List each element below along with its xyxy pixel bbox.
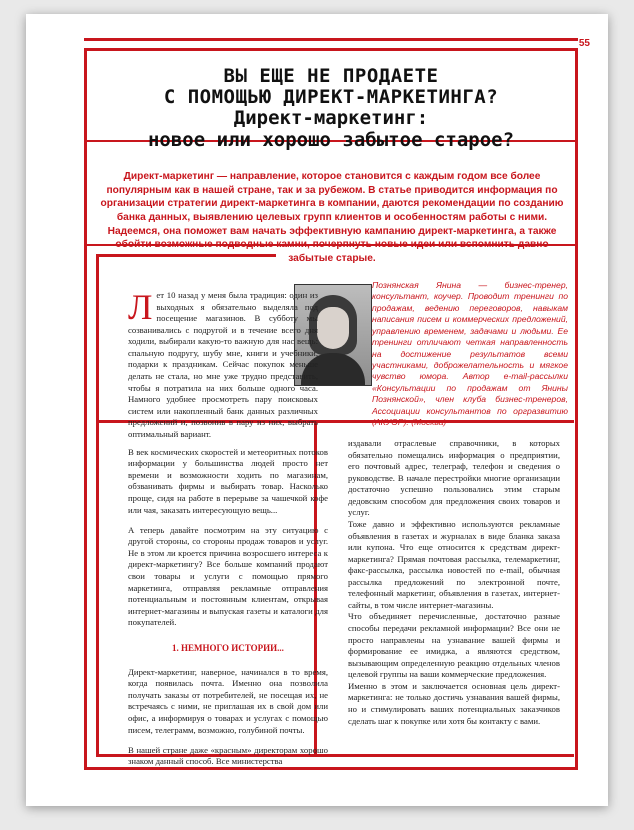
author-bio: Познянская Янина — бизнес-тренер, консультант, коучер. Проводит тренинги по продажам, ведению переговоров, навыкам написания писем и коммерческих предложений, управлению временем, задачами и людьми. Ее тренинги отличают четкая направленность на достижение результатов всеми участниками, доброжелательность и мягкое чувство юмора. Автор e-mail-рассылки «Консультации по продажам от Янины Познянской», член клуба бизнес-тренеров, Ассоциации консультантов по оргразвитию (АКУОР). (Москва) [372, 280, 568, 428]
col2-paragraph-2: Тоже давно и эффективно используются рекламные объявления в газетах и журналах в виде бланка заказа или купона. Что еще относится к средствам директ-маркетинга? Прямая почтовая рассылка, телемаркетинг, факс-рассылка, рассылка новостей по e-mail, обычная рассылка предложений по электронной почте, телефонный маркетинг, объявления в газетах, интернет-сайты, в том числе интернет-магазины. [348, 518, 560, 610]
magazine-page [26, 14, 608, 806]
col2-paragraph-1: издавали отраслевые справочники, в которых обязательно помещались информация о предприятии, его почтовый адрес, телеграф, телефон и сведения о руководстве. В начале перестройки многие организации достаточно успешно пользовались этим старым дедовским способом для предложения своих товаров и услуг. [348, 438, 560, 518]
col1-paragraph-4: Директ-маркетинг, наверное, начинался в то время, когда появилась почта. Именно она позволила получать заказы от потребителей, не посещая их, не встречаясь с ними, не приглашая их в свой дом или офис, а информируя о товарах и услугах с помощью писем, телеграмм, возможно, голубиной почты. [128, 666, 328, 735]
title-line-4: новое или хорошо забытое старое? [147, 128, 515, 151]
drop-cap: Л [128, 287, 153, 327]
col1-intro: ет 10 назад у меня была традиция: один из выходных я обязательно выделяла под посещение магазинов. В субботу мы созванивались с подругой и в течение всего дня ходили, выбирали какую-то важную для нас вещь: спальную подругу, шубу мне, книги и учебники, подарки к праздникам. Сейчас покупок меньше делать не стала, но мне уже трудно представить, чтобы я потратила на них больше одного часа. Намного удобнее просмотреть пару поисковых систем или накопленный банк данных различных предложений и, позвонив в пару из них, выбрать оптимальный вариант. [128, 290, 318, 439]
page-number: 55 [578, 38, 590, 49]
col1-paragraph-2: В век космических скоростей и метеоритных потоков информации у большинства людей просто нет времени и возможности ходить по магазинам, обзванивать фирмы и выбирать товар. Насколько проще, сидя на работе в перерыве за чашечкой кофе или чая, заказать интересующую вещь... [128, 446, 328, 515]
title-box-right [575, 48, 578, 770]
col1-paragraph-3: А теперь давайте посмотрим на эту ситуацию с другой стороны, со стороны продаж товаров и услуг. Не в этом ли кроется причина возросшего интереса к директ-маркетингу? Все больше компаний продают свои товары и услуги с помощью прямого маркетинга, отправляя рекламные отправления потенциальным и постоянным клиентам, открывая интернет-магазины и выпуская газеты и каталоги для покупателей. [128, 524, 328, 628]
headline [92, 66, 570, 150]
title-line-3: Директ-маркетинг: [233, 107, 429, 130]
col2-paragraph-3: Что объединяет перечисленные, достаточно разные способы передачи рекламной информации? Все они не просто направлены на узнавание вашей фирмы и формирование ее имиджа, а являются средством, вызывающим определенную реакцию отдельных членов целевой группы на ваши коммерческие предложения. [348, 611, 560, 680]
column-1-top [128, 287, 318, 440]
title-line-2: С ПОМОЩЬЮ ДИРЕКТ-МАРКЕТИНГА? [163, 85, 499, 108]
title-line-1: ВЫ ЕЩЕ НЕ ПРОДАЕТЕ [223, 65, 439, 87]
title-box-top [84, 48, 578, 51]
section-heading: 1. НЕМНОГО ИСТОРИИ... [172, 642, 284, 653]
column-1-bottom [128, 438, 328, 777]
title-box-left [84, 48, 87, 770]
col1-paragraph-5: В нашей стране даже «красным» директорам хорошо знаком данный способ. Все министерства [128, 744, 328, 767]
column-2 [348, 438, 560, 727]
col2-paragraph-4: Именно в этом и заключается основная цель директ-маркетинга: не только достичь узнавания вашей фирмы, но и стимулировать ваших потенциальных заказчиков сделать шаг к покупке или хотя бы контакту с вами. [348, 680, 560, 726]
top-rule [84, 38, 578, 41]
lead-paragraph: Директ-маркетинг — направление, которое становится с каждым годом все более популярным как в нашей стране, так и за рубежом. В статье приводится информация по организации стратегии директ-маркетинга в компании, даются рекомендации по созданию банка данных, выявлению целевых групп клиентов и особенностям работы с ними. Надеемся, она поможет вам начать эффективную кампанию директ-маркетинга, а также обойти возможные подводные камни, почерпнуть новые идеи или вспомнить давно забытые старые. [100, 171, 564, 265]
inner-rule-left-top [96, 254, 99, 420]
inner-rule-left-bottom [96, 420, 99, 756]
